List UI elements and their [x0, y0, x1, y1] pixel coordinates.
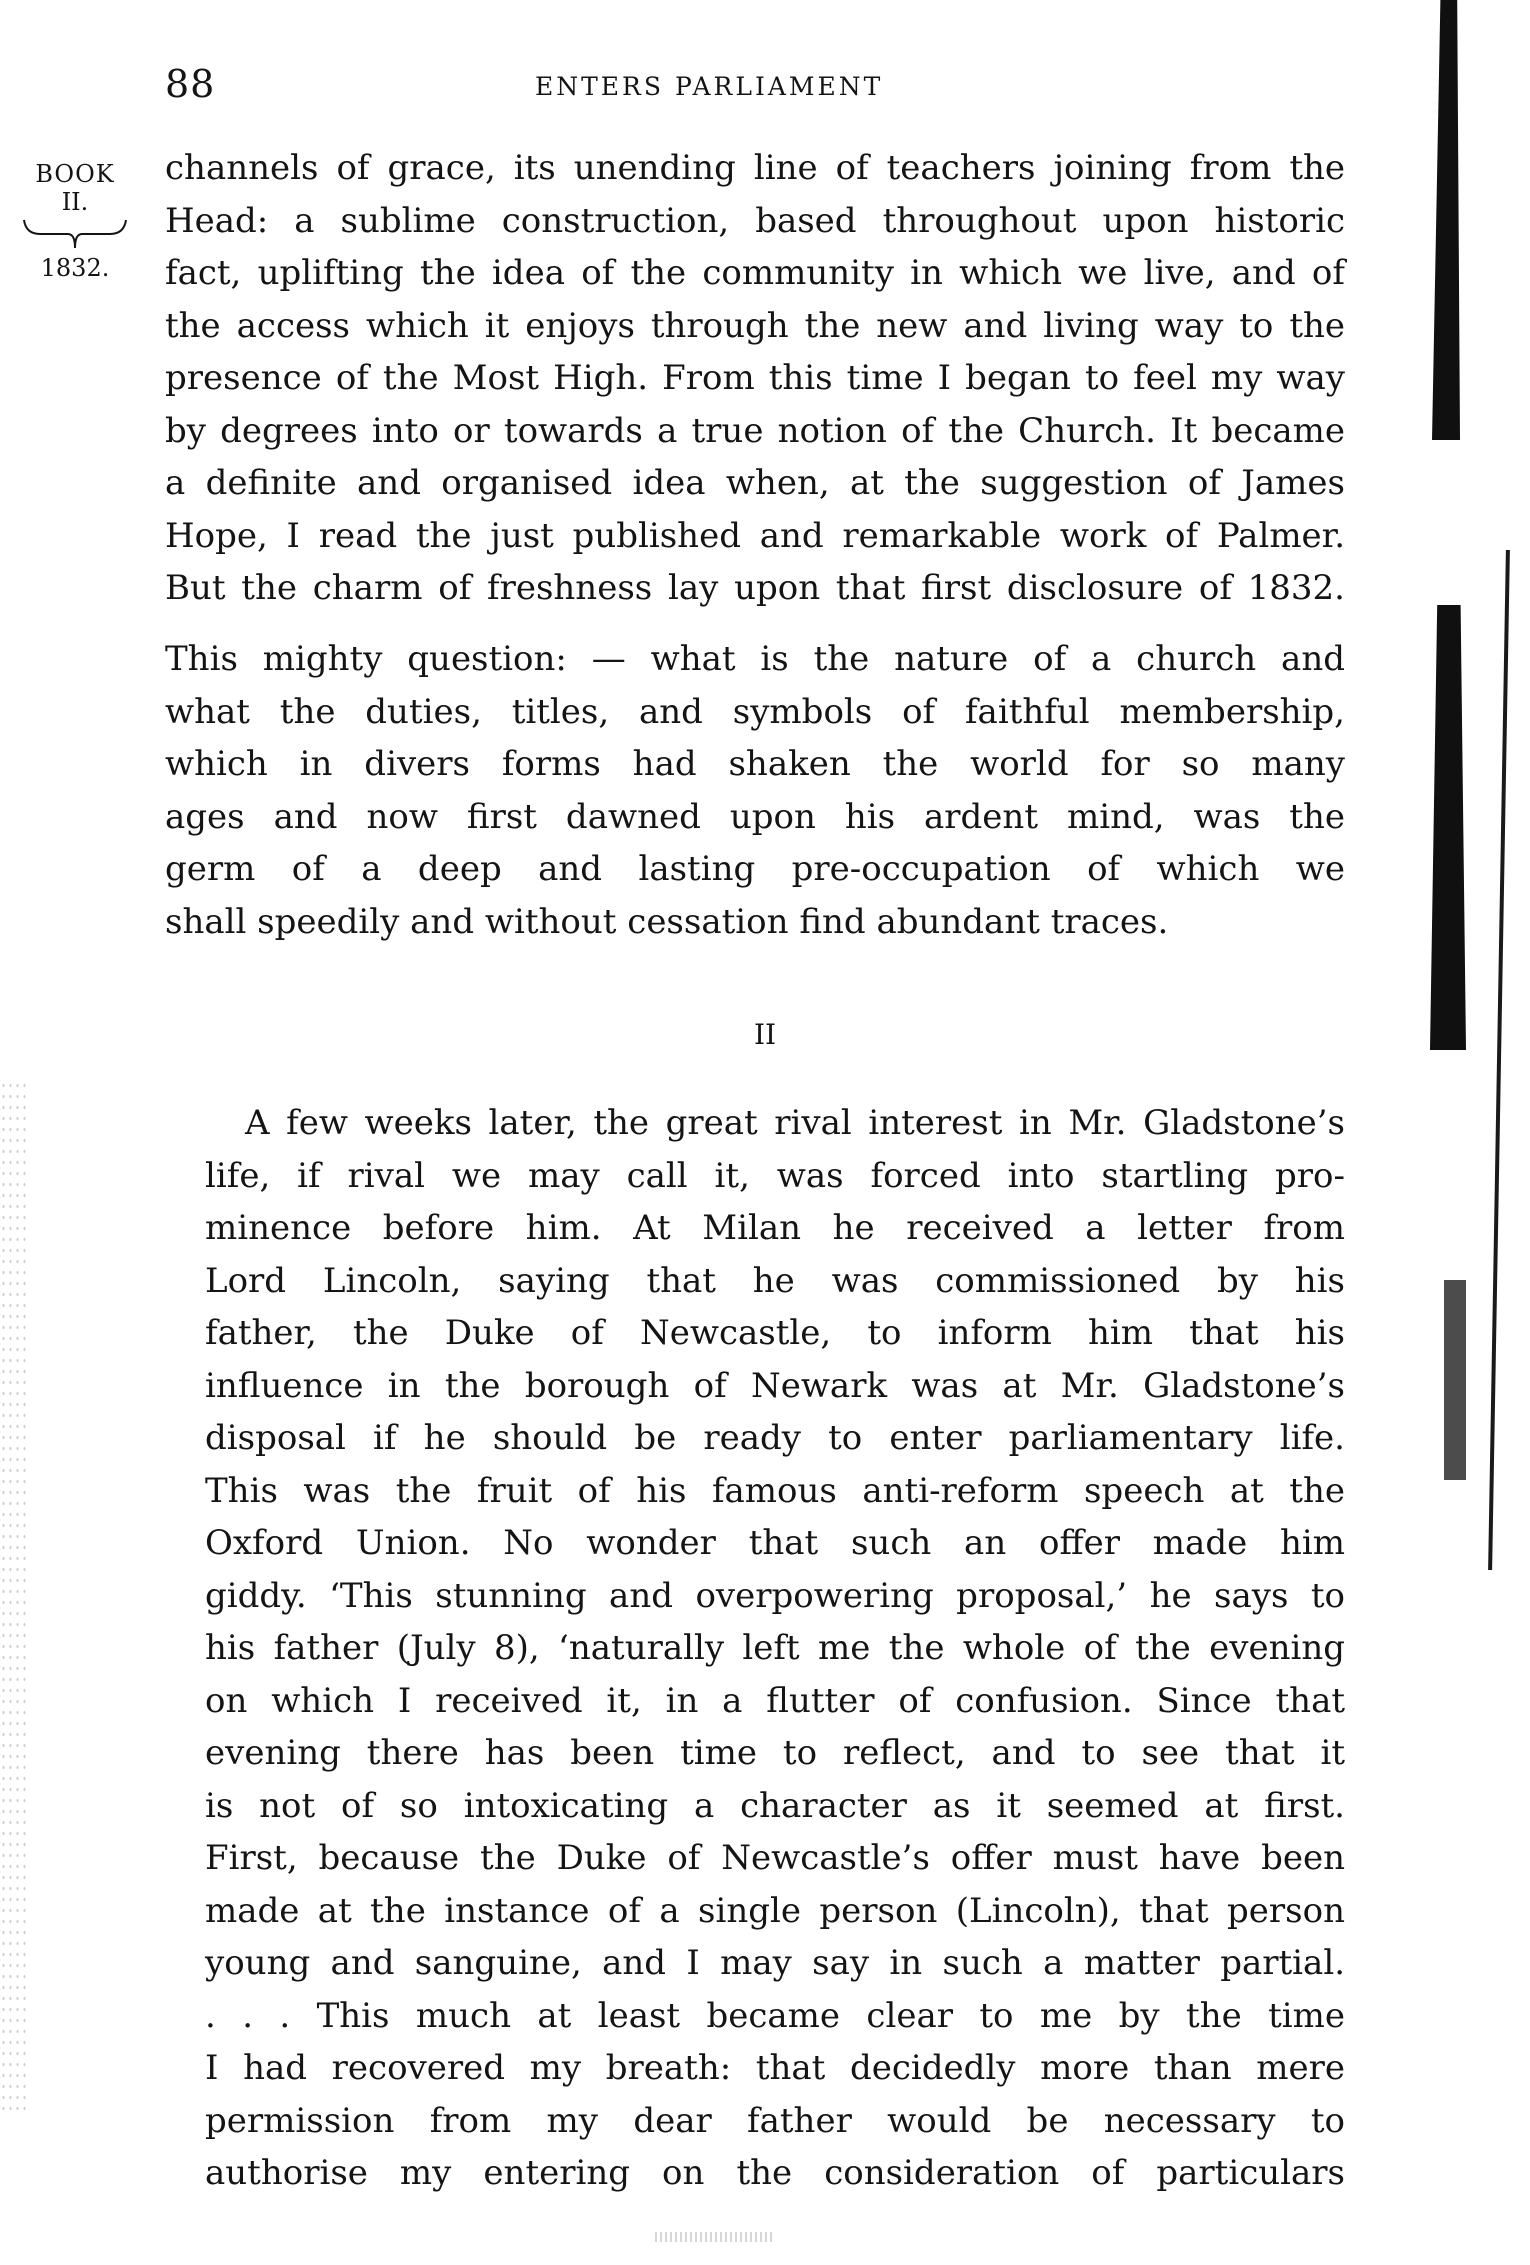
margin-note: [10, 160, 140, 282]
text-line: A few weeks later, the great rival interest in Mr. Gladstone’s: [245, 1103, 1345, 1143]
text-line: young and sanguine, and I may say in such a matter partial.: [205, 1943, 1345, 1983]
text-line: on which I received it, in a flutter of confusion. Since that: [205, 1680, 1345, 1721]
text-line: is not of so intoxicating a character as it seemed at first.: [205, 1785, 1345, 1826]
text-line: . . . This much at least became clear to me by the time: [205, 1995, 1345, 2036]
scan-edge-line: [1488, 550, 1510, 1570]
scan-smudge: [655, 2232, 775, 2242]
text-line: made at the instance of a single person (Lincoln), that person: [205, 1890, 1345, 1931]
text-line: permission from my dear father would be necessary to: [205, 2100, 1345, 2141]
paragraph-1: [165, 142, 1345, 615]
page-number: 88: [165, 62, 216, 106]
scan-shadow: [1432, 0, 1460, 440]
scan-speckles: [0, 1080, 30, 2110]
text-line: ages and now first dawned upon his ardent mind, was the: [165, 796, 1345, 837]
text-line: a definite and organised idea when, at the suggestion of James: [165, 463, 1345, 503]
text-line: giddy. ‘This stunning and overpowering proposal,’ he says to: [205, 1575, 1345, 1616]
margin-year-label: 1832.: [40, 254, 110, 282]
text-line: But the charm of freshness lay upon that first disclosure of 1832.: [165, 568, 1345, 608]
running-head: [165, 62, 1345, 112]
text-line: Hope, I read the just published and remarkable work of Palmer.: [165, 515, 1345, 556]
text-line: father, the Duke of Newcastle, to inform him that his: [205, 1313, 1345, 1353]
text-line: This was the fruit of his famous anti-reform speech at the: [205, 1470, 1345, 1511]
text-line: authorise my entering on the consideration of particulars: [205, 2153, 1345, 2193]
scan-shadow: [1430, 605, 1466, 1050]
text-line: germ of a deep and lasting pre-occupation of which we: [165, 849, 1345, 889]
text-line: evening there has been time to reflect, and to see that it: [205, 1733, 1345, 1773]
text-line: First, because the Duke of Newcastle’s offer must have been: [205, 1838, 1345, 1878]
text-line: influence in the borough of Newark was at Mr. Gladstone’s: [205, 1365, 1345, 1406]
text-line: by degrees into or towards a true notion of the Church. It became: [165, 410, 1345, 451]
paragraph-2: [165, 633, 1345, 948]
text-line: disposal if he should be ready to enter parliamentary life.: [205, 1418, 1345, 1458]
curly-brace-icon: [20, 218, 130, 252]
text-line: life, if rival we may call it, was forced into startling pro-: [205, 1155, 1345, 1196]
text-line: Lord Lincoln, saying that he was commissioned by his: [205, 1260, 1345, 1301]
text-line: what the duties, titles, and symbols of faithful membership,: [165, 691, 1345, 732]
text-line: presence of the Most High. From this time I began to feel my way: [165, 358, 1345, 398]
text-line: his father (July 8), ‘naturally left me the whole of the evening: [205, 1628, 1345, 1668]
text-line: shall speedily and without cessation find abundant traces.: [165, 901, 1169, 942]
text-line: the access which it enjoys through the new and living way to the: [165, 305, 1345, 346]
scan-shadow: [1444, 1280, 1466, 1480]
text-line: channels of grace, its unending line of teachers joining from the: [165, 148, 1345, 188]
paragraph-3: [165, 1097, 1345, 2200]
text-line: which in divers forms had shaken the world for so many: [165, 744, 1345, 784]
margin-part-label: II.: [61, 188, 89, 216]
running-title: ENTERS PARLIAMENT: [535, 72, 884, 101]
text-line: minence before him. At Milan he received a letter from: [205, 1208, 1345, 1248]
text-line: I had recovered my breath: that decidedly more than mere: [205, 2048, 1345, 2088]
text-line: Oxford Union. No wonder that such an offer made him: [205, 1523, 1345, 1563]
text-line: Head: a sublime construction, based throughout upon historic: [165, 200, 1345, 241]
section-number: II: [753, 1018, 777, 1051]
text-line: fact, uplifting the idea of the community in which we live, and of: [165, 253, 1345, 293]
margin-book-label: BOOK: [35, 160, 115, 188]
text-line: This mighty question: — what is the nature of a church and: [165, 639, 1345, 679]
